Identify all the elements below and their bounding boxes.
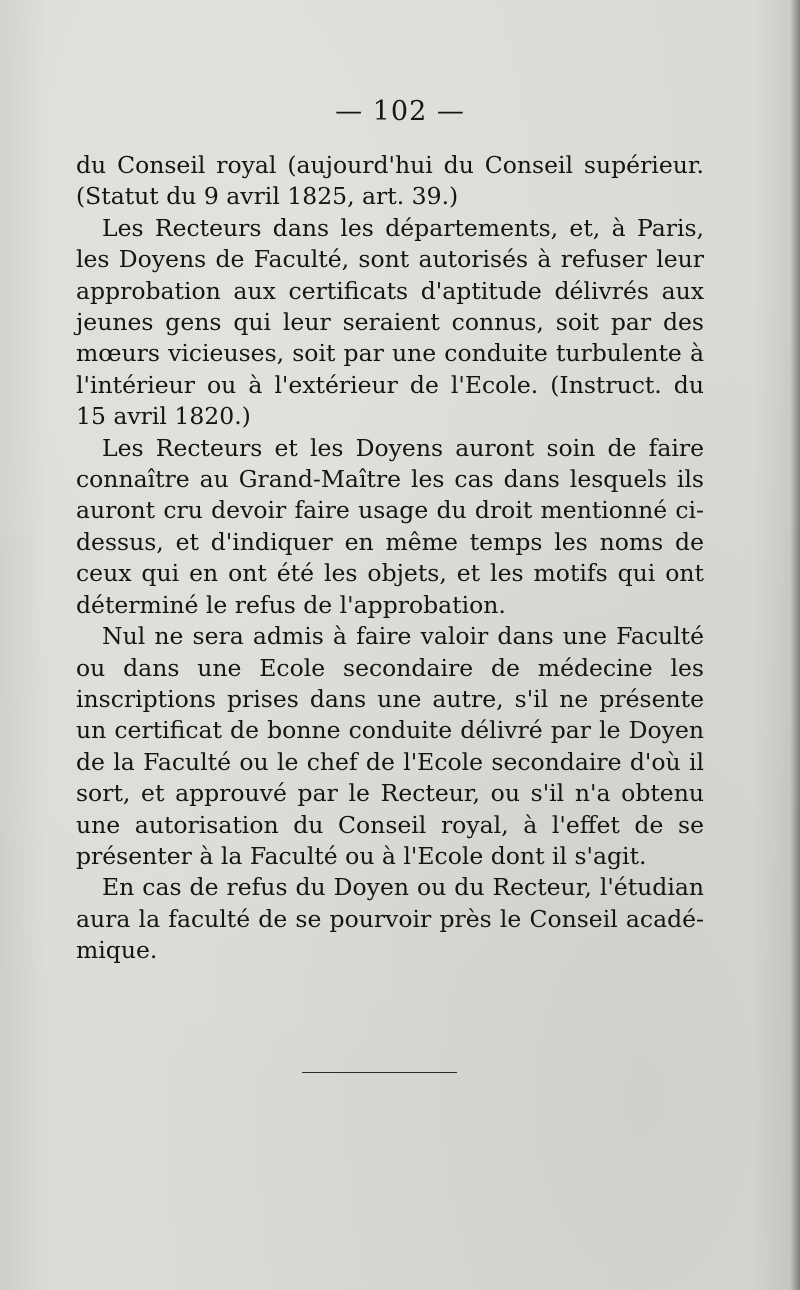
page-number: — 102 — [335,96,465,127]
paragraph: du Conseil royal (aujourd'hui du Conseil supérieur. (Statut du 9 avril 1825, art. 39.) [76,151,704,211]
page-edge-shadow [790,0,800,1290]
paragraph: Les Recteurs dans les départements, et, à Paris, les Doyens de Faculté, sont autorisés à refuser leur approbation aux certificats d'aptitude délivrés aux jeunes gens qui leur seraient connus, soit par des mœurs vicieuses, soit par une conduite turbulente à l'intérieur ou à l'extérieur de l'Ecole. (Instruct. du 15 avril 1820.) [76,213,704,431]
body-text [76,150,704,967]
end-rule-divider [302,1072,457,1073]
paragraph: Les Recteurs et les Doyens auront soin de faire connaître au Grand-Maître les cas dans lesquels ils auront cru devoir faire usage du droit mentionné ci-dessus, et d'indiquer en même temps les noms de ceux qui en ont été les objets, et les motifs qui ont déterminé le refus de l'approbation. [76,433,704,619]
paragraph: En cas de refus du Doyen ou du Recteur, l'étudian aura la faculté de se pourvoir près le Conseil académique. [76,873,704,965]
paragraph: Nul ne sera admis à faire valoir dans une Faculté ou dans une Ecole secondaire de médecine les inscriptions prises dans une autre, s'il ne présente un certificat de bonne conduite délivré par le Doyen de la Faculté ou le chef de l'Ecole secondaire d'où il sort, et approuvé par le Recteur, ou s'il n'a obtenu une autorisation du Conseil royal, à l'effet de se présenter à la Faculté ou à l'Ecole dont il s'agit. [76,622,704,870]
